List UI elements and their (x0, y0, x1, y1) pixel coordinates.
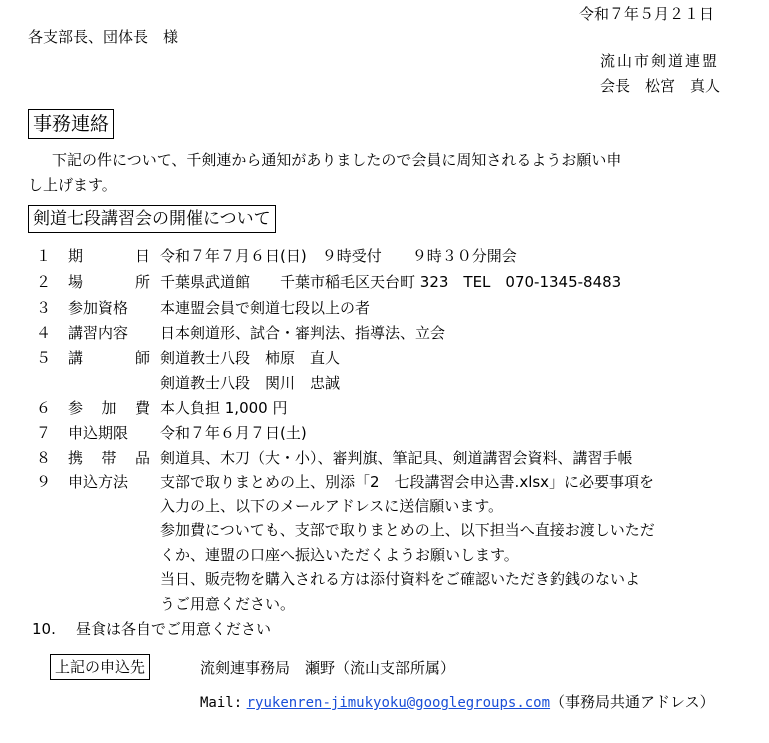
item9-line-6: うご用意ください。 (160, 595, 296, 613)
item-label (68, 446, 150, 471)
item-value: 本人負担 1,000 円 (160, 399, 288, 417)
item-row (0, 346, 769, 371)
item-value: 日本剣道形、試合・審判法、指導法、立会 (160, 324, 446, 342)
sender-organization: 流山市剣道連盟 (600, 52, 720, 70)
item-label: 申込方法 (68, 473, 129, 491)
item-number: １ (36, 247, 52, 265)
item-label-char: 参 (68, 399, 84, 417)
item10-text: 昼食は各自でご用意ください (76, 620, 272, 638)
item-label-char: 携 (68, 449, 84, 467)
item-label-char: 日 (134, 247, 150, 265)
item-label: 講習内容 (68, 324, 129, 342)
item-value: 令和７年７月６日(日) ９時受付 ９時３０分開会 (160, 247, 517, 265)
notice-title: 事務連絡 (28, 109, 114, 139)
email-note: （事務局共通アドレス） (550, 693, 715, 711)
item-row (0, 321, 769, 346)
item-number: ５ (36, 349, 52, 367)
item-label (68, 396, 150, 421)
item-number: ８ (36, 449, 52, 467)
item-value: 剣道教士八段 関川 忠誠 (160, 374, 341, 392)
item-value: 剣道教士八段 柿原 直人 (160, 349, 341, 367)
intro-line-1: 下記の件について、千剣連から通知がありましたので会員に周知されるようお願い申 (52, 151, 622, 169)
item-label-char: 場 (68, 273, 84, 291)
item-value: 支部で取りまとめの上、別添「2 七段講習会申込書.xlsx」に必要事項を (160, 473, 655, 491)
item-number: ２ (36, 273, 52, 291)
item-label: 参加資格 (68, 299, 129, 317)
mail-prefix: Mail: (200, 695, 243, 711)
item-label-char: 所 (134, 273, 150, 291)
item-number: ９ (36, 473, 52, 491)
contact-label: 上記の申込先 (50, 654, 150, 680)
item-number: ６ (36, 399, 52, 417)
item-number: ４ (36, 324, 52, 342)
contact-email-link[interactable]: ryukenren-jimukyoku@googlegroups.com (246, 695, 551, 711)
item-row (0, 371, 769, 396)
item-label (68, 244, 150, 269)
item-label-char: 費 (134, 399, 150, 417)
item-value: 本連盟会員で剣道七段以上の者 (160, 299, 371, 317)
item-label-char: 加 (101, 399, 117, 417)
item9-line-5: 当日、販売物を購入される方は添付資料をご確認いただき釣銭のないよ (160, 570, 641, 588)
item-label-char: 帯 (101, 449, 117, 467)
recipient: 各支部長、団体長 様 (28, 28, 179, 46)
item10-number: 10. (32, 620, 56, 638)
subject-title: 剣道七段講習会の開催について (28, 205, 276, 233)
item-label (68, 270, 150, 295)
item9-line-2: 入力の上、以下のメールアドレスに送信願います。 (160, 497, 504, 515)
item-row (0, 470, 769, 495)
item-number: ３ (36, 299, 52, 317)
item-label-char: 品 (134, 449, 150, 467)
item-row (0, 396, 769, 421)
item-row (0, 244, 769, 269)
item-number: ７ (36, 424, 52, 442)
item9-line-3: 参加費についても、支部で取りまとめの上、以下担当へ直接お渡しいただ (160, 521, 655, 539)
document-date: 令和７年５月２１日 (579, 5, 715, 23)
item-value: 千葉県武道館 千葉市稲毛区天台町 323 TEL 070-1345-8483 (160, 273, 622, 291)
item-label: 申込期限 (68, 424, 129, 442)
item-row (0, 270, 769, 295)
item-value: 剣道具、木刀（大・小）、審判旗、筆記具、剣道講習会資料、講習手帳 (160, 449, 633, 467)
item-label-char: 師 (134, 349, 150, 367)
contact-name: 流剣連事務局 瀬野（流山支部所属） (200, 659, 456, 677)
intro-line-2: し上げます。 (28, 176, 117, 194)
contact-mail-row (200, 691, 715, 714)
item-label (68, 346, 150, 371)
item-row (0, 421, 769, 446)
sender-name: 会長 松宮 真人 (600, 77, 721, 95)
item-label-char: 講 (68, 349, 84, 367)
item-label-char: 期 (68, 247, 84, 265)
item-row (0, 446, 769, 471)
item9-line-4: くか、連盟の口座へ振込いただくようお願いします。 (160, 546, 519, 564)
item-row (0, 296, 769, 321)
item-value: 令和７年６月７日(土) (160, 424, 307, 442)
